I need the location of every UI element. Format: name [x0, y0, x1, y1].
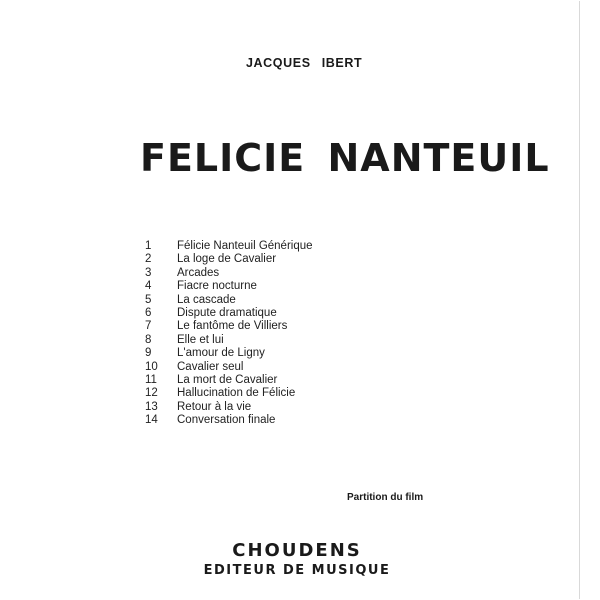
contents-item: [145, 347, 313, 360]
item-number: 12: [145, 387, 158, 400]
score-subtitle: Partition du film: [347, 492, 424, 503]
item-number: 1: [145, 240, 152, 252]
item-title: Dispute dramatique: [177, 306, 277, 319]
item-number: 10: [145, 360, 158, 373]
item-title: L'amour de Ligny: [177, 347, 265, 360]
contents-item: [145, 240, 313, 253]
contents-item: [145, 253, 313, 266]
item-number: 5: [145, 293, 152, 306]
item-title: Arcades: [177, 266, 220, 279]
publisher-tagline: EDITEUR DE MUSIQUE: [203, 563, 391, 578]
item-title: Cavalier seul: [177, 360, 244, 373]
publisher-block: [0, 540, 580, 580]
item-title: Hallucination de Félicie: [177, 387, 296, 400]
item-title: Le fantôme de Villiers: [177, 320, 288, 333]
item-number: 4: [145, 280, 152, 293]
item-title: Fiacre nocturne: [177, 280, 257, 293]
contents-item: [145, 334, 313, 347]
item-title: Conversation finale: [177, 414, 276, 427]
item-number: 13: [145, 400, 158, 413]
item-title: La cascade: [177, 293, 236, 306]
publisher-name: CHOUDENS: [232, 540, 362, 561]
item-number: 6: [145, 306, 152, 319]
contents-item: [145, 401, 313, 414]
item-number: 3: [145, 266, 152, 279]
item-number: 9: [145, 347, 152, 360]
item-title: Félicie Nanteuil Générique: [177, 240, 313, 252]
contents-item: [145, 307, 313, 320]
contents-item: [145, 267, 313, 280]
item-number: 14: [145, 414, 158, 427]
item-title: Retour à la vie: [177, 400, 252, 413]
contents-item: [145, 387, 313, 400]
work-title: FELICIE NANTEUIL: [140, 136, 550, 180]
contents-item: [145, 320, 313, 333]
contents-item: [145, 294, 313, 307]
contents-list: [145, 240, 313, 427]
item-number: 11: [145, 373, 157, 386]
composer-name: JACQUES IBERT: [246, 56, 363, 70]
contents-item: [145, 361, 313, 374]
contents-item: [145, 280, 313, 293]
item-number: 7: [145, 320, 152, 333]
item-number: 8: [145, 333, 152, 346]
item-title: Elle et lui: [177, 333, 224, 346]
item-number: 2: [145, 253, 152, 266]
item-title: La mort de Cavalier: [177, 373, 278, 386]
item-title: La loge de Cavalier: [177, 253, 277, 266]
contents-item: [145, 374, 313, 387]
contents-item: [145, 414, 313, 427]
